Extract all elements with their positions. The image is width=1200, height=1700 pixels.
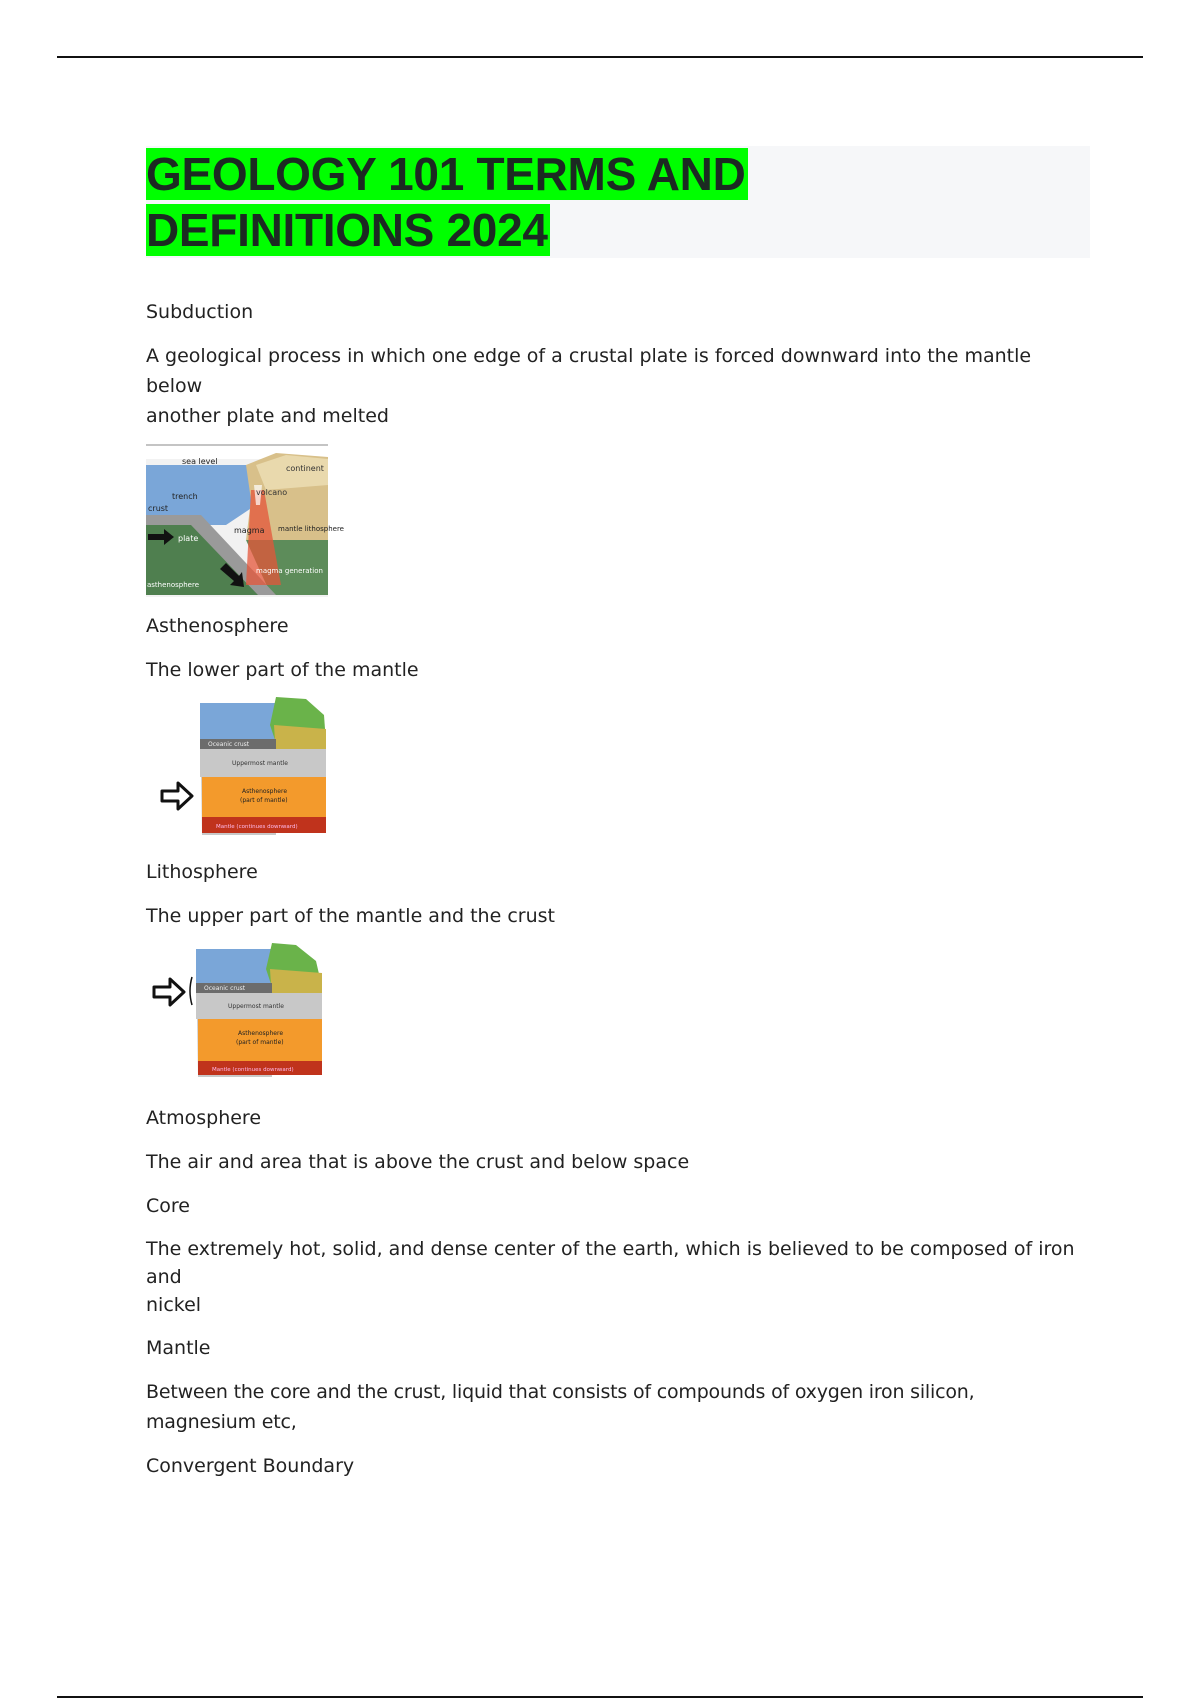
- document-title: [146, 146, 1090, 258]
- label-asthenosphere-note: (part of mantle): [240, 797, 288, 804]
- term-atmosphere: Atmosphere: [146, 1107, 262, 1129]
- label-uppermost-mantle: Uppermost mantle: [228, 1003, 284, 1010]
- label-trench: trench: [172, 492, 198, 501]
- label-mantle-lithosphere: mantle lithosphere: [278, 525, 344, 533]
- label-oceanic-crust: Oceanic crust: [204, 985, 246, 992]
- definition-core-line-2: nickel: [146, 1294, 202, 1316]
- term-lithosphere: Lithosphere: [146, 861, 258, 883]
- definition-subduction-line-1: A geological process in which one edge of a crustal plate is forced downward into the mantle below: [146, 345, 1032, 397]
- label-asthenosphere: Asthenosphere: [238, 1030, 284, 1037]
- lithosphere-figure: [146, 941, 326, 1091]
- definition-lithosphere: The upper part of the mantle and the crust: [146, 905, 555, 927]
- label-oceanic-crust: Oceanic crust: [208, 741, 250, 748]
- title-line-1: GEOLOGY 101 TERMS AND: [146, 148, 746, 200]
- lithosphere-diagram: [146, 941, 328, 1091]
- label-asthenosphere: asthenosphere: [147, 581, 200, 589]
- term-subduction: Subduction: [146, 301, 254, 323]
- label-uppermost-mantle: Uppermost mantle: [232, 760, 288, 767]
- definition-subduction: [146, 341, 1090, 431]
- label-volcano: volcano: [256, 488, 288, 497]
- asthenosphere-figure: [146, 695, 326, 845]
- term-core: Core: [146, 1195, 190, 1217]
- document-page: [146, 146, 1090, 1481]
- label-continent: continent: [286, 464, 324, 473]
- label-crust: crust: [148, 504, 169, 513]
- top-rule: [57, 56, 1143, 58]
- term-mantle: Mantle: [146, 1337, 211, 1359]
- label-plate: plate: [178, 534, 199, 543]
- label-magma-generation: magma generation: [256, 567, 323, 575]
- definition-core: [146, 1235, 1090, 1319]
- asthenosphere-diagram: [146, 695, 328, 845]
- subduction-diagram: [146, 445, 344, 597]
- definition-subduction-line-2: another plate and melted: [146, 405, 389, 427]
- label-asthenosphere-note: (part of mantle): [236, 1039, 284, 1046]
- definition-core-line-1: The extremely hot, solid, and dense center of the earth, which is believed to be composed of iron and: [146, 1238, 1075, 1288]
- label-asthenosphere: Asthenosphere: [242, 788, 288, 795]
- label-lower-boundary: Mantle (continues downward): [212, 1067, 294, 1073]
- label-sea-level: sea level: [182, 457, 218, 466]
- subduction-figure: [146, 445, 344, 597]
- definition-mantle: Between the core and the crust, liquid that consists of compounds of oxygen iron silicon, magnesium etc,: [146, 1381, 975, 1433]
- label-lower-boundary: Mantle (continues downward): [216, 824, 298, 830]
- definition-asthenosphere: The lower part of the mantle: [146, 659, 419, 681]
- title-line-2: DEFINITIONS 2024: [146, 204, 548, 256]
- pointer-arrow-icon: [154, 979, 184, 1005]
- title-block: [146, 146, 1090, 258]
- bracket-mark: [190, 977, 192, 1005]
- ocean-layer: [200, 703, 276, 739]
- term-convergent-boundary: Convergent Boundary: [146, 1455, 355, 1477]
- pointer-arrow-icon: [162, 783, 192, 809]
- ocean-layer: [196, 949, 272, 983]
- definition-atmosphere: The air and area that is above the crust and below space: [146, 1151, 690, 1173]
- term-asthenosphere: Asthenosphere: [146, 615, 289, 637]
- bottom-rule: [57, 1696, 1143, 1698]
- label-magma: magma: [234, 526, 265, 535]
